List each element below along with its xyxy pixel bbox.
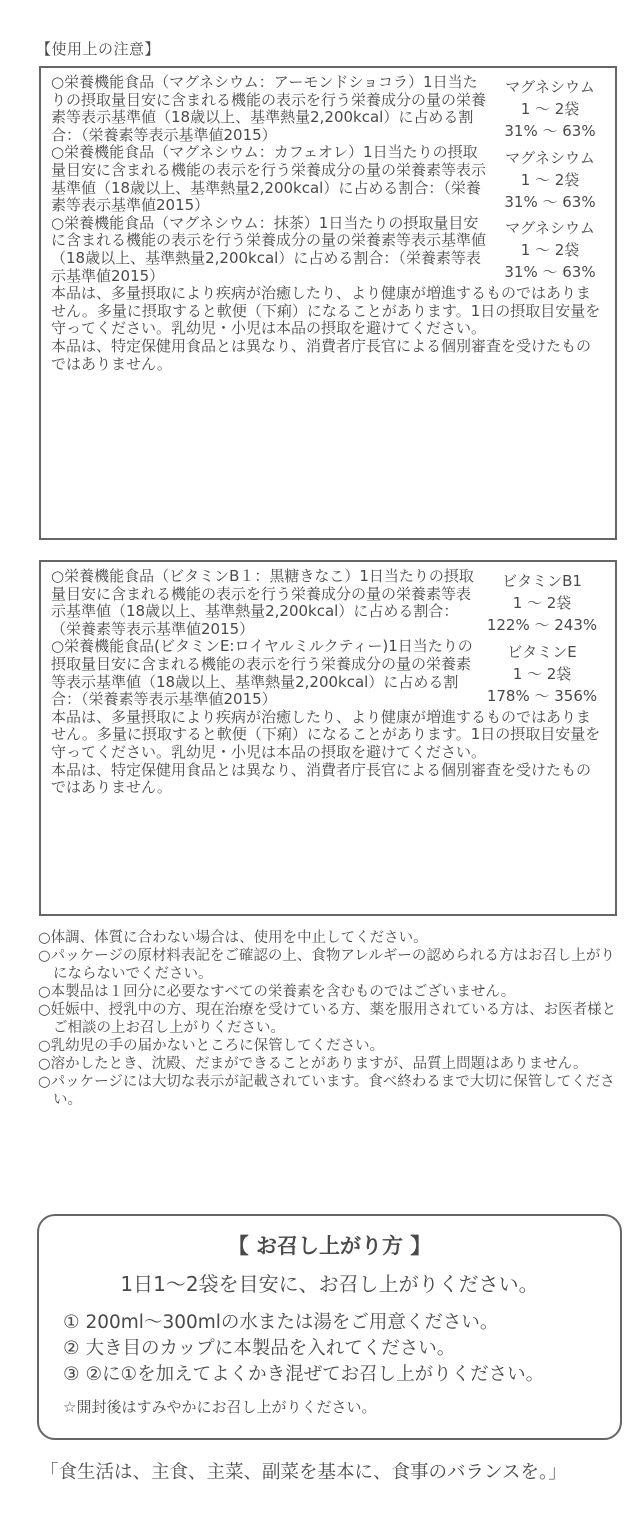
how-to-lead: 1日1～2袋を目安に、お召し上がりください。 xyxy=(120,1272,539,1296)
entry-description: ○栄養機能食品（マグネシウム：抹茶）1日当たりの摂取量目安に含まれる機能の表示を行う栄養成分の量の栄養素等表示基準値（18歳以上、基準熱量2,200kcal）に占める割合：（栄養素等表示基準値2015） xyxy=(51,213,487,285)
diet-slogan: 「食生活は、主食、主菜、副菜を基本に、食事のバランスを。」 xyxy=(40,1462,567,1483)
disclaimer-note: 本品は、特定保健用食品とは異なり、消費者庁長官による個別審査を受けたものではありません。 xyxy=(51,760,592,797)
serving-range: 1 ～ 2袋 xyxy=(512,594,572,613)
section-title: 【使用上の注意】 xyxy=(36,40,161,58)
nutrient-entry xyxy=(51,144,603,214)
caution-item: ○乳幼児の手の届かないところに保管してください。 xyxy=(38,1038,385,1054)
nutrient-entry xyxy=(51,568,603,638)
how-to-step: ③ ②に①を加えてよくかき混ぜてお召し上がりください。 xyxy=(63,1364,545,1385)
nutrient-name: マグネシウム xyxy=(505,148,595,167)
nutrient-name: ビタミンB1 xyxy=(502,572,582,591)
entry-values xyxy=(475,641,609,707)
nutrient-name: マグネシウム xyxy=(505,218,595,237)
entry-values xyxy=(475,570,609,636)
nutrient-entry xyxy=(51,638,603,708)
ratio-range: 31% ～ 63% xyxy=(504,262,596,281)
how-to-title: 【 お召し上がり方 】 xyxy=(227,1234,432,1258)
how-to-step: ② 大き目のカップに本製品を入れてください。 xyxy=(63,1338,456,1359)
how-to-note: ☆開封後はすみやかにお召し上がりください。 xyxy=(63,1398,377,1416)
entry-values xyxy=(491,217,609,283)
how-to-consume-box xyxy=(37,1214,622,1440)
entry-values xyxy=(491,147,609,213)
serving-range: 1 ～ 2袋 xyxy=(520,240,580,259)
entry-description: ○栄養機能食品（ビタミンB１：黒糖きなこ）1日当たりの摂取量目安に含まれる機能の表示を行う栄養成分の量の栄養素等表示基準値（18歳以上、基準熱量2,200kcal）に占める割合：（栄養素等表示基準値2015） xyxy=(51,567,474,638)
entry-values xyxy=(491,76,609,142)
how-to-step: ① 200ml～300mlの水または湯をご用意ください。 xyxy=(63,1312,499,1333)
disclaimer-note: 本品は、特定保健用食品とは異なり、消費者庁長官による個別審査を受けたものではありません。 xyxy=(51,336,592,373)
magnesium-info-box xyxy=(39,66,617,540)
entry-description: ○栄養機能食品（マグネシウム：アーモンドショコラ）1日当たりの摂取量目安に含まれる機能の表示を行う栄養成分の量の栄養素等表示基準値（18歳以上、基準熱量2,200kcal）に占める割合：（栄養素等表示基準値2015） xyxy=(51,73,487,144)
caution-list xyxy=(38,929,622,1109)
caution-item: ○パッケージの原材料表記をご確認の上、食物アレルギーの認められる方はお召し上がりにならないでください。 xyxy=(38,948,615,982)
how-to-steps xyxy=(63,1310,544,1388)
caution-item: ○本製品は１回分に必要なすべての栄養素を含むものではございません。 xyxy=(38,984,516,1000)
nutrient-entry xyxy=(51,74,603,144)
nutrient-entry xyxy=(51,215,603,285)
serving-range: 1 ～ 2袋 xyxy=(520,100,580,119)
caution-item: ○体調、体質に合わない場合は、使用を中止してください。 xyxy=(38,930,428,946)
entry-description: ○栄養機能食品（マグネシウム：カフェオレ）1日当たりの摂取量目安に含まれる機能の表示を行う栄養成分の量の栄養素等表示基準値（18歳以上、基準熱量2,200kcal）に占める割合：（栄養素等表示基準値2015） xyxy=(51,143,487,215)
caution-item: ○妊娠中、授乳中の方、現在治療を受けている方、薬を服用されている方は、お医者様とご相談の上お召し上がりください。 xyxy=(38,1002,617,1036)
serving-range: 1 ～ 2袋 xyxy=(520,170,580,189)
caution-item: ○パッケージには大切な表示が記載されています。食べ終わるまで大切に保管してください。 xyxy=(38,1074,615,1108)
nutrient-name: マグネシウム xyxy=(505,78,595,97)
ratio-range: 178% ～ 356% xyxy=(486,686,598,705)
ratio-range: 122% ～ 243% xyxy=(486,616,598,635)
ratio-range: 31% ～ 63% xyxy=(504,192,596,211)
vitamin-info-box xyxy=(39,560,617,916)
disclaimer-note: 本品は、多量摂取により疾病が治癒したり、より健康が増進するものではありません。多量に摂取すると軟便（下痢）になることがあります。1日の摂取目安量を守ってください。乳幼児・小児は本品の摂取を避けてください。 xyxy=(51,707,601,761)
entry-description: ○栄養機能食品(ビタミンE:ロイヤルミルクティー)1日当たりの摂取量目安に含まれる機能の表示を行う栄養成分の量の栄養素等表示基準値（18歳以上、基準熱量2,200kcal）に占める割合：（栄養素等表示基準値2015） xyxy=(51,637,473,709)
nutrient-name: ビタミンE xyxy=(507,642,577,661)
disclaimer-note: 本品は、多量摂取により疾病が治癒したり、より健康が増進するものではありません。多量に摂取すると軟便（下痢）になることがあります。1日の摂取目安量を守ってください。乳幼児・小児は本品の摂取を避けてください。 xyxy=(51,284,601,338)
ratio-range: 31% ～ 63% xyxy=(504,122,596,141)
caution-item: ○溶かしたとき、沈殿、だまができることがありますが、品質上問題はありません。 xyxy=(38,1056,588,1072)
serving-range: 1 ～ 2袋 xyxy=(512,664,572,683)
